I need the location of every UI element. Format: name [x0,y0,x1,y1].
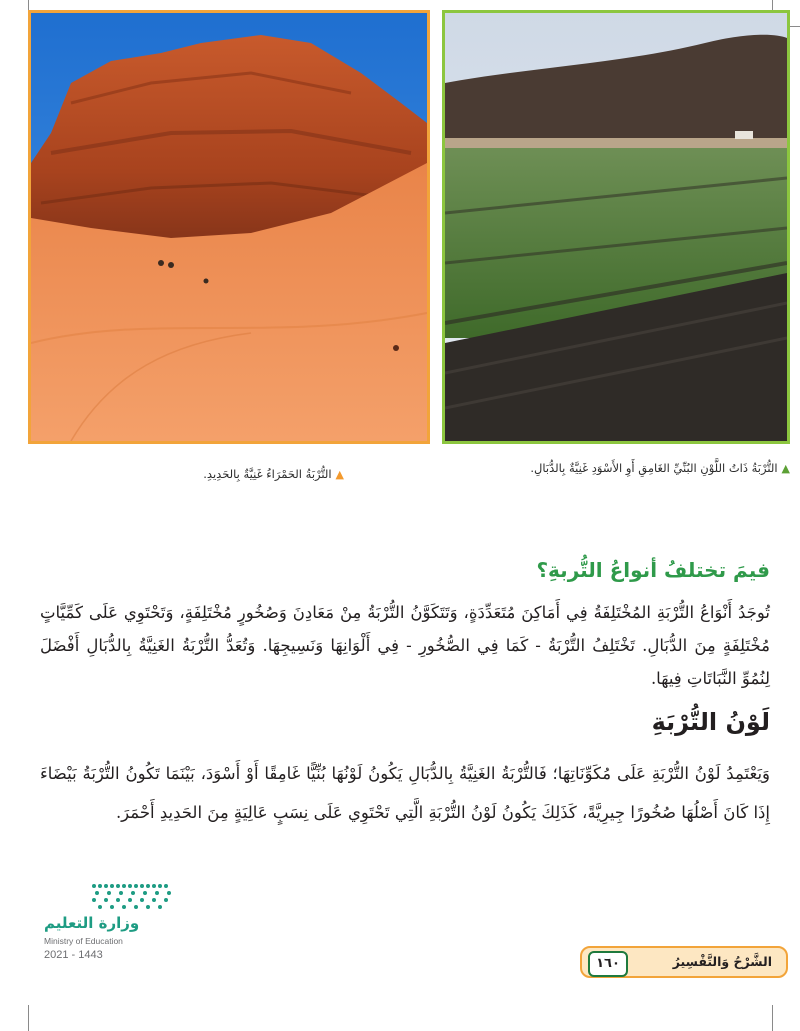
dark-soil-farm-photo [442,10,790,444]
ministry-dots-emblem-icon [90,880,174,912]
triangle-bullet-icon: ▲ [335,468,344,481]
page-number: ١٦٠ [588,951,628,977]
red-soil-desert-photo [28,10,430,444]
crop-mark [28,1005,29,1031]
soil-types-paragraph: تُوجَدُ أَنْوَاعُ التُّرْبَةِ المُخْتَلِفَةُ فِي أَمَاكِنَ مُتَعَدِّدَةٍ، وَتَتَكَوَّنُ التُّرْبَةُ مِنْ مَعَادِنَ وَصُخُورٍ مُخْتَلِفَةٍ، وَتَحْتَوِي عَلَى كَمِّيَّاتٍ مُخْتَلِفَةٍ مِنَ الدُّبَالِ. تَخْتَلِفُ التُّرْبَةُ - كَمَا فِي الصُّخُورِ - فِي أَلْوَانِهَا وَنَسِيجِهَا. وَتُعَدُّ التُّرْبَةُ الغَنِيَّةُ بِالدُّبَالِ أَفْضَلَ لِنُمُوِّ النَّبَاتَاتِ فِيهَا. [40,603,770,688]
page-footer-label [580,946,788,978]
triangle-bullet-icon: ▲ [781,462,790,475]
ministry-name-arabic: وزارة التعليم [44,914,140,932]
farm-caption-text: التُّرْبَةُ ذَاتُ اللَّوْنِ البُنِّيِّ الغَامِقِ أَوِ الأَسْوَدِ غَنِيَّةٌ بِالدُّبَالِ. [530,461,778,475]
desert-photo-caption [24,461,344,488]
soil-color-paragraph: وَيَعْتَمِدُ لَوْنُ التُّرْبَةِ عَلَى مُكَوِّنَاتِهَا؛ فَالتُّرْبَةُ الغَنِيَّةُ بِالدُّبَالِ يَكُونُ لَوْنُهَا بُنِّيًّا غَامِقًا أَوْ أَسْوَدَ، بَيْنَمَا تَكُونُ التُّرْبَةُ بَيْضَاءَ إِذَا كَانَ أَصْلُهَا صُخُورًا جِيرِيَّةً، كَذَلِكَ يَكُونُ لَوْنُ التُّرْبَةِ الَّتِي تَحْتَوِي عَلَى نِسَبٍ عَالِيَةٍ مِنَ الحَدِيدِ أَحْمَرَ. [40,764,770,822]
section-heading-soil-types: فيمَ تختلفُ أنواعُ التُّربةِ؟ [536,558,770,582]
ministry-name-english: Ministry of Education [44,936,123,946]
edition-year: 2021 - 1443 [44,949,103,961]
desert-caption-text: التُّرْبَةُ الحَمْرَاءُ غَنِيَّةٌ بِالحَدِيدِ. [203,467,332,481]
section-heading-soil-color: لَوْنُ التُّرْبَةِ [651,708,770,736]
farm-photo-caption [450,455,790,482]
footer-section-title: الشَّرْحُ وَالتَّفْسِيرُ [672,954,772,969]
ministry-of-education-logo [44,878,184,968]
crop-mark [772,1005,773,1031]
